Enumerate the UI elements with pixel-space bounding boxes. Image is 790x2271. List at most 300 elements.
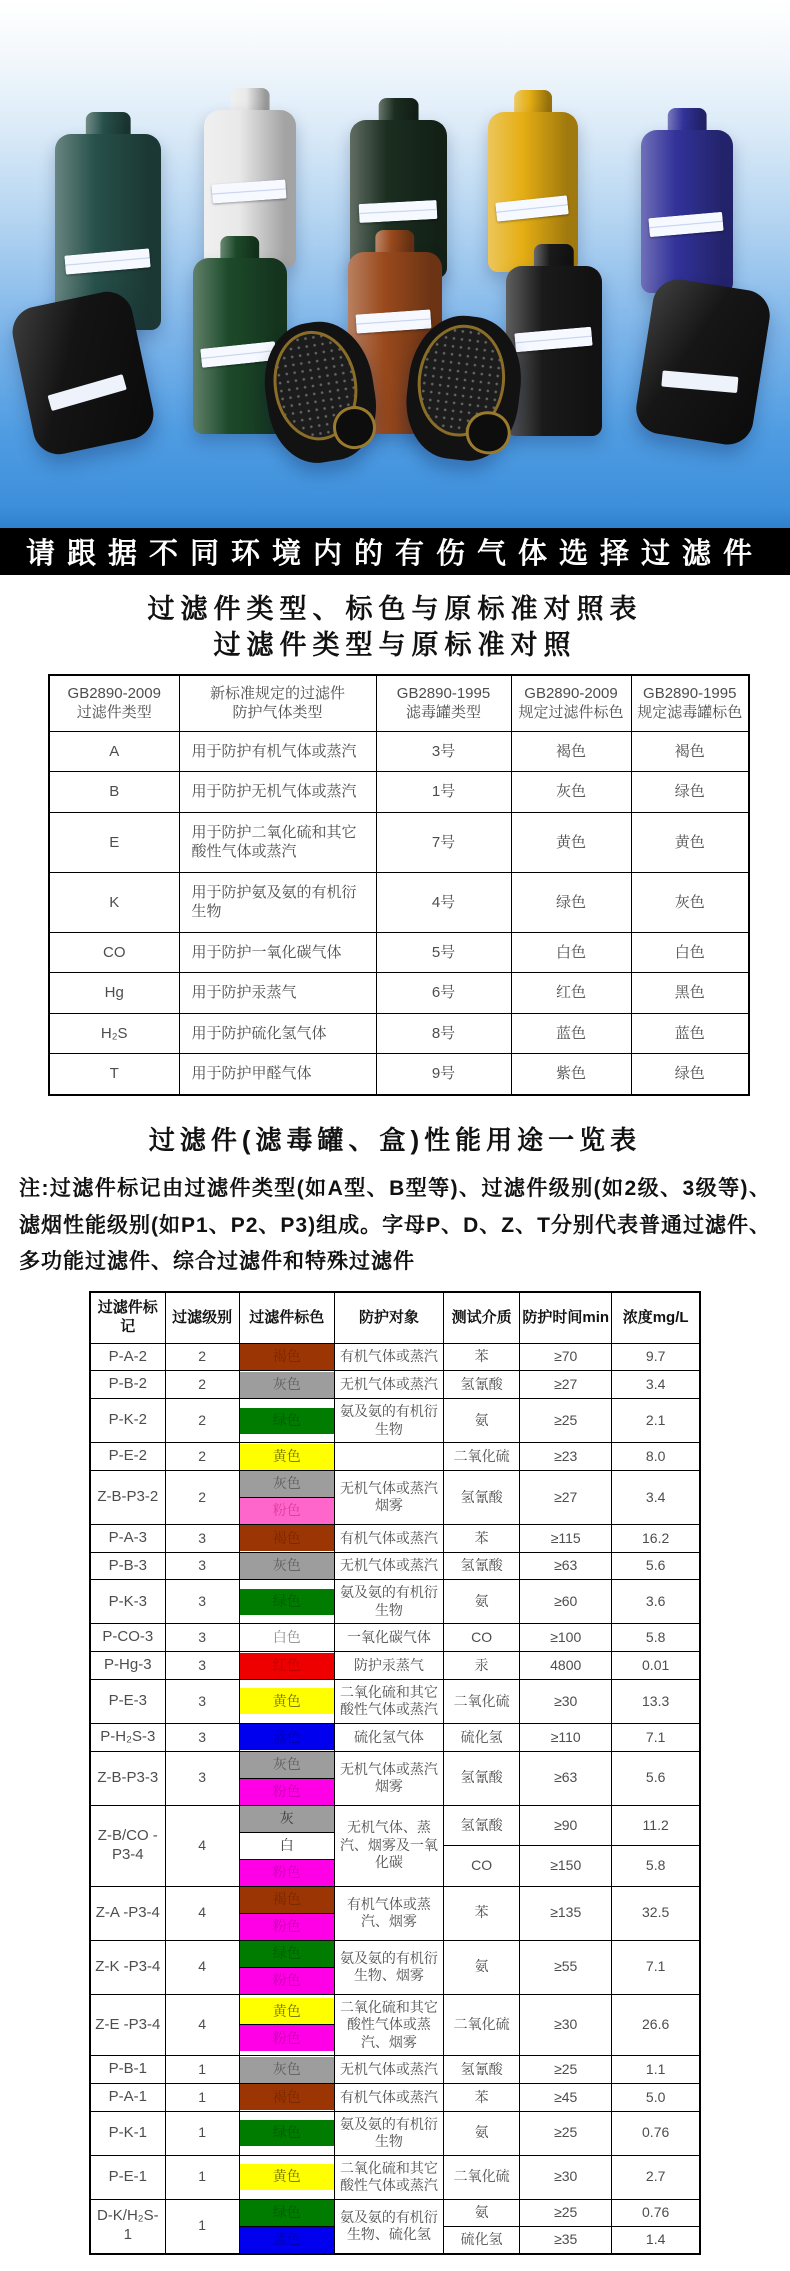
- old-type-cell: 8号: [376, 1013, 511, 1054]
- note-paragraph: 注:过滤件标记由过滤件类型(如A型、B型等)、过滤件级别(如2级、3级等)、滤烟性能级别(如P1、P2、P3)组成。字母P、D、Z、T分别代表普通过滤件、多功能过滤件、综合过滤件和特殊过滤件: [19, 1176, 771, 1274]
- table-row: [90, 1470, 700, 1524]
- filter-type-cell: E: [49, 812, 179, 872]
- performance-header-cell-6: 浓度mg/L: [612, 1292, 700, 1343]
- color-band: [240, 2057, 334, 2083]
- filter-disc-right: [633, 276, 774, 449]
- medium-cell: 二氧化硫: [444, 2155, 520, 2199]
- color-1995-cell: 褐色: [631, 731, 749, 772]
- performance-table: [89, 1291, 701, 2255]
- mark-cell: Z-B-P3-3: [90, 1751, 165, 1805]
- table-row: [90, 2056, 700, 2084]
- level-cell: 1: [165, 2083, 239, 2111]
- color-cell: [239, 2083, 334, 2111]
- level-cell: 4: [165, 1805, 239, 1886]
- table-row: [49, 772, 749, 813]
- medium-cell: CO: [444, 1846, 520, 1887]
- color-cell: [239, 1552, 334, 1580]
- conc-cell: 8.0: [612, 1443, 700, 1471]
- color-1995-cell: 白色: [631, 932, 749, 973]
- mark-cell: Z-B-P3-2: [90, 1470, 165, 1524]
- color-1995-cell: 黑色: [631, 973, 749, 1014]
- time-cell: ≥115: [520, 1524, 612, 1552]
- mark-cell: P-H₂S-3: [90, 1723, 165, 1751]
- mark-cell: Z-B/CO -P3-4: [90, 1805, 165, 1886]
- target-cell: 有机气体或蒸汽: [334, 1524, 443, 1552]
- table-row: [49, 872, 749, 932]
- color-cell: [239, 1580, 334, 1624]
- level-cell: 2: [165, 1371, 239, 1399]
- table-row: [90, 1580, 700, 1624]
- color-band: [240, 1471, 334, 1497]
- medium-cell: 苯: [444, 1886, 520, 1940]
- mark-cell: P-K-2: [90, 1399, 165, 1443]
- color-band-label: 黄色: [272, 2168, 301, 2185]
- table-row: [90, 1652, 700, 1680]
- color-band-label: 粉色: [272, 1782, 301, 1799]
- color-band-label: 灰色: [272, 1557, 301, 1574]
- medium-cell: 硫化氢: [444, 1723, 520, 1751]
- color-band-label: 褐色: [272, 1348, 301, 1365]
- color-band: [240, 2084, 334, 2110]
- table-row: [90, 1940, 700, 1994]
- mark-cell: P-CO-3: [90, 1624, 165, 1652]
- compare-table-head: [49, 675, 749, 732]
- time-cell: ≥70: [520, 1343, 612, 1371]
- color-cell: [239, 1886, 334, 1940]
- color-band-label: 灰色: [272, 1376, 301, 1392]
- color-2009-cell: 白色: [511, 932, 631, 973]
- color-band-label: 粉色: [272, 2029, 301, 2046]
- mark-cell: P-K-1: [90, 2111, 165, 2155]
- level-cell: 2: [165, 1399, 239, 1443]
- color-stack: [240, 1553, 334, 1579]
- color-band: [240, 1806, 334, 1832]
- target-cell: 有机气体或蒸汽、烟雾: [334, 1886, 443, 1940]
- level-cell: 3: [165, 1652, 239, 1680]
- target-cell: 无机气体或蒸汽: [334, 1552, 443, 1580]
- target-cell: 氨及氨的有机衍生物、烟雾: [334, 1940, 443, 1994]
- time-cell: ≥30: [520, 1679, 612, 1723]
- color-cell: [239, 2111, 334, 2155]
- compare-header-cell-4: [631, 675, 749, 732]
- target-cell: 无机气体或蒸汽烟雾: [334, 1470, 443, 1524]
- color-band: [240, 2024, 334, 2051]
- time-cell: ≥23: [520, 1443, 612, 1471]
- target-cell: 二氧化硫和其它酸性气体或蒸汽、烟雾: [334, 1994, 443, 2056]
- target-cell: 二氧化硫和其它酸性气体或蒸汽: [334, 1679, 443, 1723]
- color-band-label: 绿色: [272, 1593, 301, 1610]
- mark-cell: P-B-3: [90, 1552, 165, 1580]
- header-line2: 过滤件类型: [76, 704, 152, 722]
- performance-table-head: [90, 1292, 700, 1343]
- conc-cell: 5.8: [612, 1624, 700, 1652]
- level-cell: 3: [165, 1679, 239, 1723]
- conc-cell: 5.8: [612, 1846, 700, 1887]
- color-stack: [240, 2200, 334, 2253]
- medium-cell: 苯: [444, 1524, 520, 1552]
- color-band-label: 蓝色: [272, 1728, 301, 1745]
- compare-table-body: [49, 731, 749, 1095]
- medium-cell: 氨: [444, 2111, 520, 2155]
- color-band-label: 粉色: [272, 1971, 301, 1988]
- color-2009-cell: 紫色: [511, 1054, 631, 1095]
- medium-cell: 氨: [444, 1940, 520, 1994]
- conc-cell: 2.7: [612, 2155, 700, 2199]
- header-line2: 规定过滤件标色: [518, 704, 624, 722]
- level-cell: 1: [165, 2111, 239, 2155]
- color-cell: [239, 1624, 334, 1652]
- old-type-cell: 3号: [376, 731, 511, 772]
- medium-cell: 氢氰酸: [444, 1805, 520, 1846]
- time-cell: ≥63: [520, 1751, 612, 1805]
- level-cell: 1: [165, 2199, 239, 2254]
- color-stack: [240, 1887, 334, 1940]
- color-band-label: 蓝色: [272, 2230, 301, 2247]
- table-row: [90, 1994, 700, 2056]
- conc-cell: 7.1: [612, 1940, 700, 1994]
- level-cell: 2: [165, 1470, 239, 1524]
- mark-cell: P-B-2: [90, 1371, 165, 1399]
- medium-cell: 氢氰酸: [444, 1470, 520, 1524]
- level-cell: 4: [165, 1994, 239, 2056]
- mark-cell: P-Hg-3: [90, 1652, 165, 1680]
- conc-cell: 16.2: [612, 1524, 700, 1552]
- time-cell: ≥135: [520, 1886, 612, 1940]
- color-cell: [239, 2199, 334, 2254]
- color-1995-cell: 黄色: [631, 812, 749, 872]
- color-band-label: 绿色: [272, 1944, 301, 1961]
- protect-desc-cell: 用于防护无机气体或蒸汽: [179, 772, 376, 813]
- header-line2: 规定滤毒罐标色: [637, 704, 743, 722]
- compare-header-cell-2: [376, 675, 511, 732]
- time-cell: ≥30: [520, 2155, 612, 2199]
- table-row: [49, 973, 749, 1014]
- medium-cell: 二氧化硫: [444, 1994, 520, 2056]
- color-cell: [239, 1652, 334, 1680]
- color-cell: [239, 1994, 334, 2056]
- color-stack: [240, 1372, 334, 1398]
- time-cell: ≥45: [520, 2083, 612, 2111]
- conc-cell: 11.2: [612, 1805, 700, 1846]
- target-cell: 氨及氨的有机衍生物: [334, 1399, 443, 1443]
- color-stack: [240, 1589, 334, 1615]
- color-band-label: 粉色: [272, 1502, 301, 1519]
- header-line2: 滤毒罐类型: [405, 704, 481, 722]
- time-cell: ≥110: [520, 1723, 612, 1751]
- table-row: [49, 812, 749, 872]
- mark-cell: D-K/H₂S-1: [90, 2199, 165, 2254]
- header-line1: GB2890-1995: [643, 684, 737, 702]
- conc-cell: 2.1: [612, 1399, 700, 1443]
- old-type-cell: 6号: [376, 973, 511, 1014]
- header-line1: 新标准规定的过滤件: [209, 684, 345, 702]
- medium-cell: CO: [444, 1624, 520, 1652]
- color-band-label: 黄色: [272, 1692, 301, 1709]
- color-cell: [239, 1940, 334, 1994]
- medium-cell: 氨: [444, 2199, 520, 2226]
- color-stack: [240, 1724, 334, 1750]
- color-band: [240, 1372, 334, 1398]
- level-cell: 1: [165, 2056, 239, 2084]
- mark-cell: Z-E -P3-4: [90, 1994, 165, 2056]
- medium-cell: 汞: [444, 1652, 520, 1680]
- target-cell: 无机气体或蒸汽: [334, 1371, 443, 1399]
- color-band-label: 红色: [272, 1656, 301, 1673]
- mark-cell: P-K-3: [90, 1580, 165, 1624]
- performance-header-cell-5: 防护时间min: [520, 1292, 612, 1343]
- mark-cell: P-B-1: [90, 2056, 165, 2084]
- medium-cell: 氢氰酸: [444, 1552, 520, 1580]
- color-cell: [239, 1679, 334, 1723]
- medium-cell: 二氧化硫: [444, 1443, 520, 1471]
- table-row: [90, 1524, 700, 1552]
- color-band: [240, 2226, 334, 2253]
- color-band-label: 绿色: [272, 1411, 301, 1428]
- color-2009-cell: 绿色: [511, 872, 631, 932]
- target-cell: 二氧化硫和其它酸性气体或蒸汽: [334, 2155, 443, 2199]
- target-cell: 有机气体或蒸汽: [334, 2083, 443, 2111]
- protect-desc-cell: 用于防护二氧化硫和其它酸性气体或蒸汽: [179, 812, 376, 872]
- color-band: [240, 1941, 334, 1967]
- target-cell: 无机气体或蒸汽烟雾: [334, 1751, 443, 1805]
- time-cell: ≥150: [520, 1846, 612, 1887]
- color-band-label: 绿色: [272, 2203, 301, 2220]
- table-row: [90, 1443, 700, 1471]
- table-row: [90, 1751, 700, 1805]
- level-cell: 1: [165, 2155, 239, 2199]
- protect-desc-cell: 用于防护汞蒸气: [179, 973, 376, 1014]
- conc-cell: 1.4: [612, 2226, 700, 2254]
- conc-cell: 3.6: [612, 1580, 700, 1624]
- table-row: [90, 1723, 700, 1751]
- performance-header-cell-4: 测试介质: [444, 1292, 520, 1343]
- medium-cell: 二氧化硫: [444, 1679, 520, 1723]
- old-type-cell: 1号: [376, 772, 511, 813]
- medium-cell: 苯: [444, 1343, 520, 1371]
- time-cell: 4800: [520, 1652, 612, 1680]
- color-band: [240, 1553, 334, 1579]
- compare-header-cell-1: [179, 675, 376, 732]
- color-stack: [240, 1806, 334, 1886]
- table-row: [90, 2083, 700, 2111]
- product-photo: [0, 0, 790, 528]
- target-cell: 硫化氢气体: [334, 1723, 443, 1751]
- table-row: [49, 1054, 749, 1095]
- color-cell: [239, 1343, 334, 1371]
- old-type-cell: 5号: [376, 932, 511, 973]
- table-row: [90, 1399, 700, 1443]
- color-cell: [239, 2155, 334, 2199]
- color-band: [240, 1589, 334, 1615]
- time-cell: ≥100: [520, 1624, 612, 1652]
- filter-type-cell: H₂S: [49, 1013, 179, 1054]
- level-cell: 2: [165, 1443, 239, 1471]
- color-band: [240, 1497, 334, 1524]
- color-cell: [239, 1723, 334, 1751]
- color-band: [240, 1859, 334, 1886]
- color-cell: [239, 1470, 334, 1524]
- target-cell: 氨及氨的有机衍生物: [334, 1580, 443, 1624]
- color-band-label: 黄色: [272, 1447, 301, 1464]
- protect-desc-cell: 用于防护一氧化碳气体: [179, 932, 376, 973]
- color-stack: [240, 1444, 334, 1470]
- performance-header-cell-3: 防护对象: [334, 1292, 443, 1343]
- color-band: [240, 1913, 334, 1940]
- conc-cell: 5.0: [612, 2083, 700, 2111]
- color-band-label: 灰色: [272, 1475, 301, 1492]
- target-cell: 防护汞蒸气: [334, 1652, 443, 1680]
- level-cell: 3: [165, 1624, 239, 1652]
- level-cell: 3: [165, 1524, 239, 1552]
- time-cell: ≥35: [520, 2226, 612, 2254]
- performance-header-cell-2: 过滤件标色: [239, 1292, 334, 1343]
- time-cell: ≥25: [520, 1399, 612, 1443]
- color-stack: [240, 1998, 334, 2051]
- color-cell: [239, 1751, 334, 1805]
- mark-cell: P-A-3: [90, 1524, 165, 1552]
- color-2009-cell: 黄色: [511, 812, 631, 872]
- color-cell: [239, 1399, 334, 1443]
- conc-cell: 9.7: [612, 1343, 700, 1371]
- mark-cell: P-A-1: [90, 2083, 165, 2111]
- protect-desc-cell: 用于防护氨及氨的有机衍生物: [179, 872, 376, 932]
- notice-banner: [0, 528, 790, 575]
- color-2009-cell: 蓝色: [511, 1013, 631, 1054]
- color-2009-cell: 褐色: [511, 731, 631, 772]
- performance-table-body: [90, 1343, 700, 2254]
- color-stack: [240, 2084, 334, 2110]
- table-row: [49, 1013, 749, 1054]
- color-band: [240, 1344, 334, 1370]
- color-2009-cell: 灰色: [511, 772, 631, 813]
- performance-header-cell-0: 过滤件标记: [90, 1292, 165, 1343]
- section2-title: 过滤件(滤毒罐、盒)性能用途一览表: [148, 1124, 642, 1155]
- conc-cell: 13.3: [612, 1679, 700, 1723]
- color-band-label: 白: [279, 1836, 294, 1853]
- color-band-label: 灰色: [272, 2060, 301, 2077]
- time-cell: ≥30: [520, 1994, 612, 2056]
- color-stack: [240, 2164, 334, 2190]
- color-band: [240, 1688, 334, 1714]
- table-row: [49, 932, 749, 973]
- color-1995-cell: 绿色: [631, 1054, 749, 1095]
- color-stack: [240, 1408, 334, 1434]
- color-band: [240, 1967, 334, 1994]
- conc-cell: 5.6: [612, 1552, 700, 1580]
- level-cell: 2: [165, 1343, 239, 1371]
- color-stack: [240, 1941, 334, 1994]
- color-stack: [240, 1344, 334, 1370]
- compare-header-cell-0: [49, 675, 179, 732]
- color-band: [240, 1625, 334, 1651]
- color-1995-cell: 绿色: [631, 772, 749, 813]
- conc-cell: 3.4: [612, 1470, 700, 1524]
- time-cell: ≥27: [520, 1470, 612, 1524]
- color-band: [240, 1887, 334, 1913]
- color-band-label: 灰: [279, 1809, 294, 1826]
- medium-cell: 氢氰酸: [444, 2056, 520, 2084]
- color-band: [240, 1752, 334, 1778]
- medium-cell: 苯: [444, 2083, 520, 2111]
- mark-cell: P-E-2: [90, 1443, 165, 1471]
- conc-cell: 3.4: [612, 1371, 700, 1399]
- time-cell: ≥63: [520, 1552, 612, 1580]
- target-cell: [334, 1443, 443, 1471]
- mark-cell: Z-A -P3-4: [90, 1886, 165, 1940]
- medium-cell: 氢氰酸: [444, 1751, 520, 1805]
- time-cell: ≥90: [520, 1805, 612, 1846]
- filter-type-cell: CO: [49, 932, 179, 973]
- filter-canister-black: [506, 244, 602, 436]
- filter-type-cell: K: [49, 872, 179, 932]
- performance-header-cell-1: 过滤级别: [165, 1292, 239, 1343]
- conc-cell: 1.1: [612, 2056, 700, 2084]
- color-band-label: 粉色: [272, 1917, 301, 1934]
- notice-banner-text: 请跟据不同环境内的有伤气体选择过滤件: [25, 538, 764, 570]
- color-band: [240, 1653, 334, 1679]
- color-band: [240, 1724, 334, 1750]
- header-line1: GB2890-2009: [67, 684, 161, 702]
- time-cell: ≥55: [520, 1940, 612, 1994]
- color-band: [240, 2200, 334, 2226]
- performance-header-row: [90, 1292, 700, 1343]
- mark-cell: P-E-3: [90, 1679, 165, 1723]
- color-stack: [240, 1625, 334, 1651]
- conc-cell: 0.01: [612, 1652, 700, 1680]
- table-row: [90, 1371, 700, 1399]
- time-cell: ≥25: [520, 2199, 612, 2226]
- filter-type-cell: A: [49, 731, 179, 772]
- old-type-cell: 7号: [376, 812, 511, 872]
- color-1995-cell: 灰色: [631, 872, 749, 932]
- section1-title-line2: 过滤件类型与原标准对照: [213, 630, 577, 661]
- time-cell: ≥60: [520, 1580, 612, 1624]
- medium-cell: 氨: [444, 1580, 520, 1624]
- color-cell: [239, 1371, 334, 1399]
- medium-cell: 硫化氢: [444, 2226, 520, 2254]
- compare-header-cell-3: [511, 675, 631, 732]
- color-band: [240, 1408, 334, 1434]
- filter-type-cell: T: [49, 1054, 179, 1095]
- color-band-label: 褐色: [272, 2088, 301, 2105]
- protect-desc-cell: 用于防护有机气体或蒸汽: [179, 731, 376, 772]
- old-type-cell: 9号: [376, 1054, 511, 1095]
- mark-cell: P-E-1: [90, 2155, 165, 2199]
- section1-title: [0, 591, 790, 664]
- color-stack: [240, 1653, 334, 1679]
- table-row: [90, 2111, 700, 2155]
- filter-type-cell: Hg: [49, 973, 179, 1014]
- color-band: [240, 1525, 334, 1551]
- conc-cell: 26.6: [612, 1994, 700, 2056]
- header-line2: 防护气体类型: [232, 704, 323, 722]
- table-row: [90, 2155, 700, 2199]
- color-stack: [240, 2057, 334, 2083]
- color-stack: [240, 1688, 334, 1714]
- old-type-cell: 4号: [376, 872, 511, 932]
- time-cell: ≥27: [520, 1371, 612, 1399]
- color-cell: [239, 2056, 334, 2084]
- conc-cell: 7.1: [612, 1723, 700, 1751]
- canister-label: [661, 371, 738, 394]
- section1-title-line1: 过滤件类型、标色与原标准对照表: [147, 594, 643, 624]
- mark-cell: Z-K -P3-4: [90, 1940, 165, 1994]
- color-cell: [239, 1443, 334, 1471]
- color-cell: [239, 1524, 334, 1552]
- color-band: [240, 1832, 334, 1859]
- color-cell: [239, 1805, 334, 1886]
- color-stack: [240, 1471, 334, 1524]
